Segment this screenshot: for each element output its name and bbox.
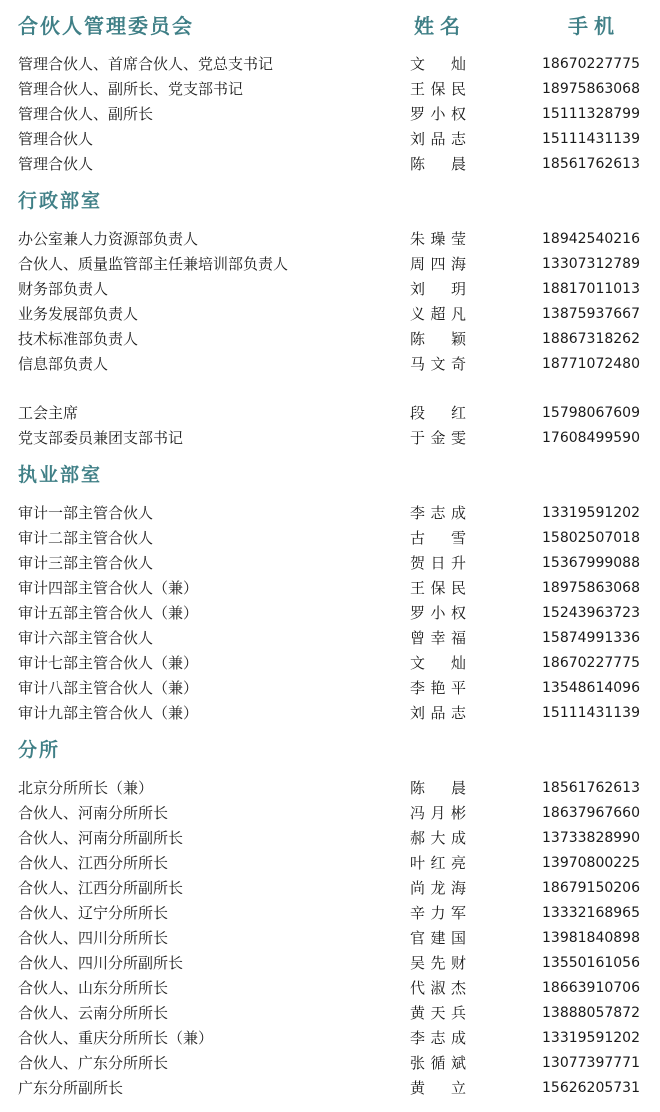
table-row — [0, 676, 660, 701]
name-cell: 文 灿 — [410, 55, 466, 73]
table-row — [0, 1076, 660, 1101]
page-title: 合伙人管理委员会 — [18, 14, 194, 38]
name-cell: 罗小权 — [410, 105, 466, 123]
table-row — [0, 227, 660, 252]
phone-cell: 18975863068 — [542, 81, 640, 97]
role-cell: 广东分所副所长 — [18, 1079, 124, 1097]
table-row — [0, 826, 660, 851]
role-cell: 合伙人、山东分所所长 — [18, 979, 169, 997]
table-row — [0, 701, 660, 726]
phone-cell: 13733828990 — [542, 830, 640, 846]
name-cell: 吴先财 — [410, 954, 466, 972]
phone-cell: 18637967660 — [542, 805, 640, 821]
role-cell: 合伙人、辽宁分所所长 — [18, 904, 169, 922]
role-cell: 合伙人、广东分所所长 — [18, 1054, 169, 1072]
table-row — [0, 601, 660, 626]
table-row — [0, 152, 660, 177]
name-cell: 黄 立 — [410, 1079, 466, 1097]
name-cell: 周四海 — [410, 255, 466, 273]
table-row — [0, 77, 660, 102]
phone-cell: 13332168965 — [542, 905, 640, 921]
name-cell: 李志成 — [410, 504, 466, 522]
phone-cell: 18561762613 — [542, 780, 640, 796]
role-cell: 管理合伙人 — [18, 130, 94, 148]
table-row — [0, 801, 660, 826]
table-row — [0, 327, 660, 352]
role-cell: 党支部委员兼团支部书记 — [18, 429, 184, 447]
name-cell: 郝大成 — [410, 829, 466, 847]
name-cell: 王保民 — [410, 80, 466, 98]
role-cell: 合伙人、质量监管部主任兼培训部负责人 — [18, 255, 289, 273]
phone-cell: 13319591202 — [542, 505, 640, 521]
role-cell: 管理合伙人、副所长、党支部书记 — [18, 80, 244, 98]
phone-cell: 18942540216 — [542, 231, 640, 247]
role-cell: 管理合伙人 — [18, 155, 94, 173]
role-cell: 合伙人、河南分所副所长 — [18, 829, 184, 847]
table-row — [0, 1001, 660, 1026]
phone-cell: 18670227775 — [542, 56, 640, 72]
table-row — [0, 102, 660, 127]
table-row — [0, 501, 660, 526]
phone-cell: 18817011013 — [542, 281, 640, 297]
role-cell: 审计三部主管合伙人 — [18, 554, 154, 572]
phone-cell: 18975863068 — [542, 580, 640, 596]
table-row — [0, 401, 660, 426]
name-cell: 贺日升 — [410, 554, 466, 572]
phone-cell: 13307312789 — [542, 256, 640, 272]
role-cell: 合伙人、江西分所副所长 — [18, 879, 184, 897]
table-row — [0, 426, 660, 451]
table-row — [0, 626, 660, 651]
phone-cell: 13875937667 — [542, 306, 640, 322]
table-row — [0, 526, 660, 551]
name-cell: 叶红亮 — [410, 854, 466, 872]
phone-cell: 13888057872 — [542, 1005, 640, 1021]
role-cell: 业务发展部负责人 — [18, 305, 139, 323]
phone-cell: 15111431139 — [542, 705, 640, 721]
name-cell: 陈 晨 — [410, 779, 466, 797]
phone-cell: 13077397771 — [542, 1055, 640, 1071]
phone-cell: 18679150206 — [542, 880, 640, 896]
phone-cell: 18771072480 — [542, 356, 640, 372]
table-row — [0, 551, 660, 576]
name-cell: 文 灿 — [410, 654, 466, 672]
role-cell: 审计五部主管合伙人（兼） — [18, 604, 199, 622]
role-cell: 审计九部主管合伙人（兼） — [18, 704, 199, 722]
phone-cell: 18663910706 — [542, 980, 640, 996]
name-cell: 尚龙海 — [410, 879, 466, 897]
table-row — [0, 127, 660, 152]
phone-cell: 15798067609 — [542, 405, 640, 421]
role-cell: 技术标准部负责人 — [18, 330, 139, 348]
phone-cell: 13970800225 — [542, 855, 640, 871]
role-cell: 审计一部主管合伙人 — [18, 504, 154, 522]
name-cell: 刘品志 — [410, 130, 466, 148]
phone-cell: 15243963723 — [542, 605, 640, 621]
name-cell: 张循斌 — [410, 1054, 466, 1072]
name-cell: 李志成 — [410, 1029, 466, 1047]
role-cell: 工会主席 — [18, 404, 79, 422]
role-cell: 北京分所所长（兼） — [18, 779, 154, 797]
role-cell: 合伙人、重庆分所所长（兼） — [18, 1029, 214, 1047]
table-row — [0, 951, 660, 976]
name-cell: 陈 颖 — [410, 330, 466, 348]
name-cell: 黄天兵 — [410, 1004, 466, 1022]
role-cell: 合伙人、云南分所所长 — [18, 1004, 169, 1022]
table-row — [0, 576, 660, 601]
phone-cell: 15111328799 — [542, 106, 640, 122]
role-cell: 审计八部主管合伙人（兼） — [18, 679, 199, 697]
name-cell: 冯月彬 — [410, 804, 466, 822]
phone-cell: 15367999088 — [542, 555, 640, 571]
section-title: 分所 — [18, 739, 61, 761]
role-cell: 财务部负责人 — [18, 280, 109, 298]
name-cell: 段 红 — [410, 404, 466, 422]
phone-cell: 13550161056 — [542, 955, 640, 971]
section-title: 执业部室 — [18, 464, 103, 486]
table-row — [0, 851, 660, 876]
table-row — [0, 976, 660, 1001]
table-row — [0, 651, 660, 676]
name-cell: 于金雯 — [410, 429, 466, 447]
name-cell: 马文奇 — [410, 355, 466, 373]
phone-cell: 13319591202 — [542, 1030, 640, 1046]
name-cell: 刘品志 — [410, 704, 466, 722]
table-row — [0, 52, 660, 77]
name-cell: 义超凡 — [410, 305, 466, 323]
table-row — [0, 901, 660, 926]
phone-cell: 15111431139 — [542, 131, 640, 147]
role-cell: 合伙人、四川分所副所长 — [18, 954, 184, 972]
table-header — [0, 6, 660, 42]
phone-cell: 15874991336 — [542, 630, 640, 646]
name-cell: 官建国 — [410, 929, 466, 947]
role-cell: 信息部负责人 — [18, 355, 109, 373]
name-cell: 刘 玥 — [410, 280, 466, 298]
phone-cell: 15802507018 — [542, 530, 640, 546]
name-cell: 朱璪莹 — [410, 230, 466, 248]
table-row — [0, 1026, 660, 1051]
role-cell: 合伙人、四川分所所长 — [18, 929, 169, 947]
role-cell: 管理合伙人、副所长 — [18, 105, 154, 123]
role-cell: 审计六部主管合伙人 — [18, 629, 154, 647]
role-cell: 审计二部主管合伙人 — [18, 529, 154, 547]
phone-cell: 17608499590 — [542, 430, 640, 446]
role-cell: 办公室兼人力资源部负责人 — [18, 230, 199, 248]
role-cell: 合伙人、江西分所所长 — [18, 854, 169, 872]
name-cell: 罗小权 — [410, 604, 466, 622]
table-row — [0, 302, 660, 327]
table-row — [0, 1051, 660, 1076]
table-row — [0, 776, 660, 801]
phone-cell: 18561762613 — [542, 156, 640, 172]
phone-cell: 18867318262 — [542, 331, 640, 347]
table-row — [0, 926, 660, 951]
table-row — [0, 277, 660, 302]
table-row — [0, 252, 660, 277]
name-cell: 曾幸福 — [410, 629, 466, 647]
phone-cell: 18670227775 — [542, 655, 640, 671]
role-cell: 审计四部主管合伙人（兼） — [18, 579, 199, 597]
phone-cell: 13981840898 — [542, 930, 640, 946]
column-header-phone: 手机 — [568, 14, 620, 38]
name-cell: 古 雪 — [410, 529, 466, 547]
section-title: 行政部室 — [18, 190, 103, 212]
role-cell: 合伙人、河南分所所长 — [18, 804, 169, 822]
name-cell: 辛力军 — [410, 904, 466, 922]
role-cell: 管理合伙人、首席合伙人、党总支书记 — [18, 55, 274, 73]
phone-cell: 13548614096 — [542, 680, 640, 696]
role-cell: 审计七部主管合伙人（兼） — [18, 654, 199, 672]
name-cell: 陈 晨 — [410, 155, 466, 173]
phone-cell: 15626205731 — [542, 1080, 640, 1096]
table-row — [0, 876, 660, 901]
name-cell: 代淑杰 — [410, 979, 466, 997]
name-cell: 李艳平 — [410, 679, 466, 697]
column-header-name: 姓名 — [414, 14, 466, 38]
table-row — [0, 352, 660, 377]
name-cell: 王保民 — [410, 579, 466, 597]
